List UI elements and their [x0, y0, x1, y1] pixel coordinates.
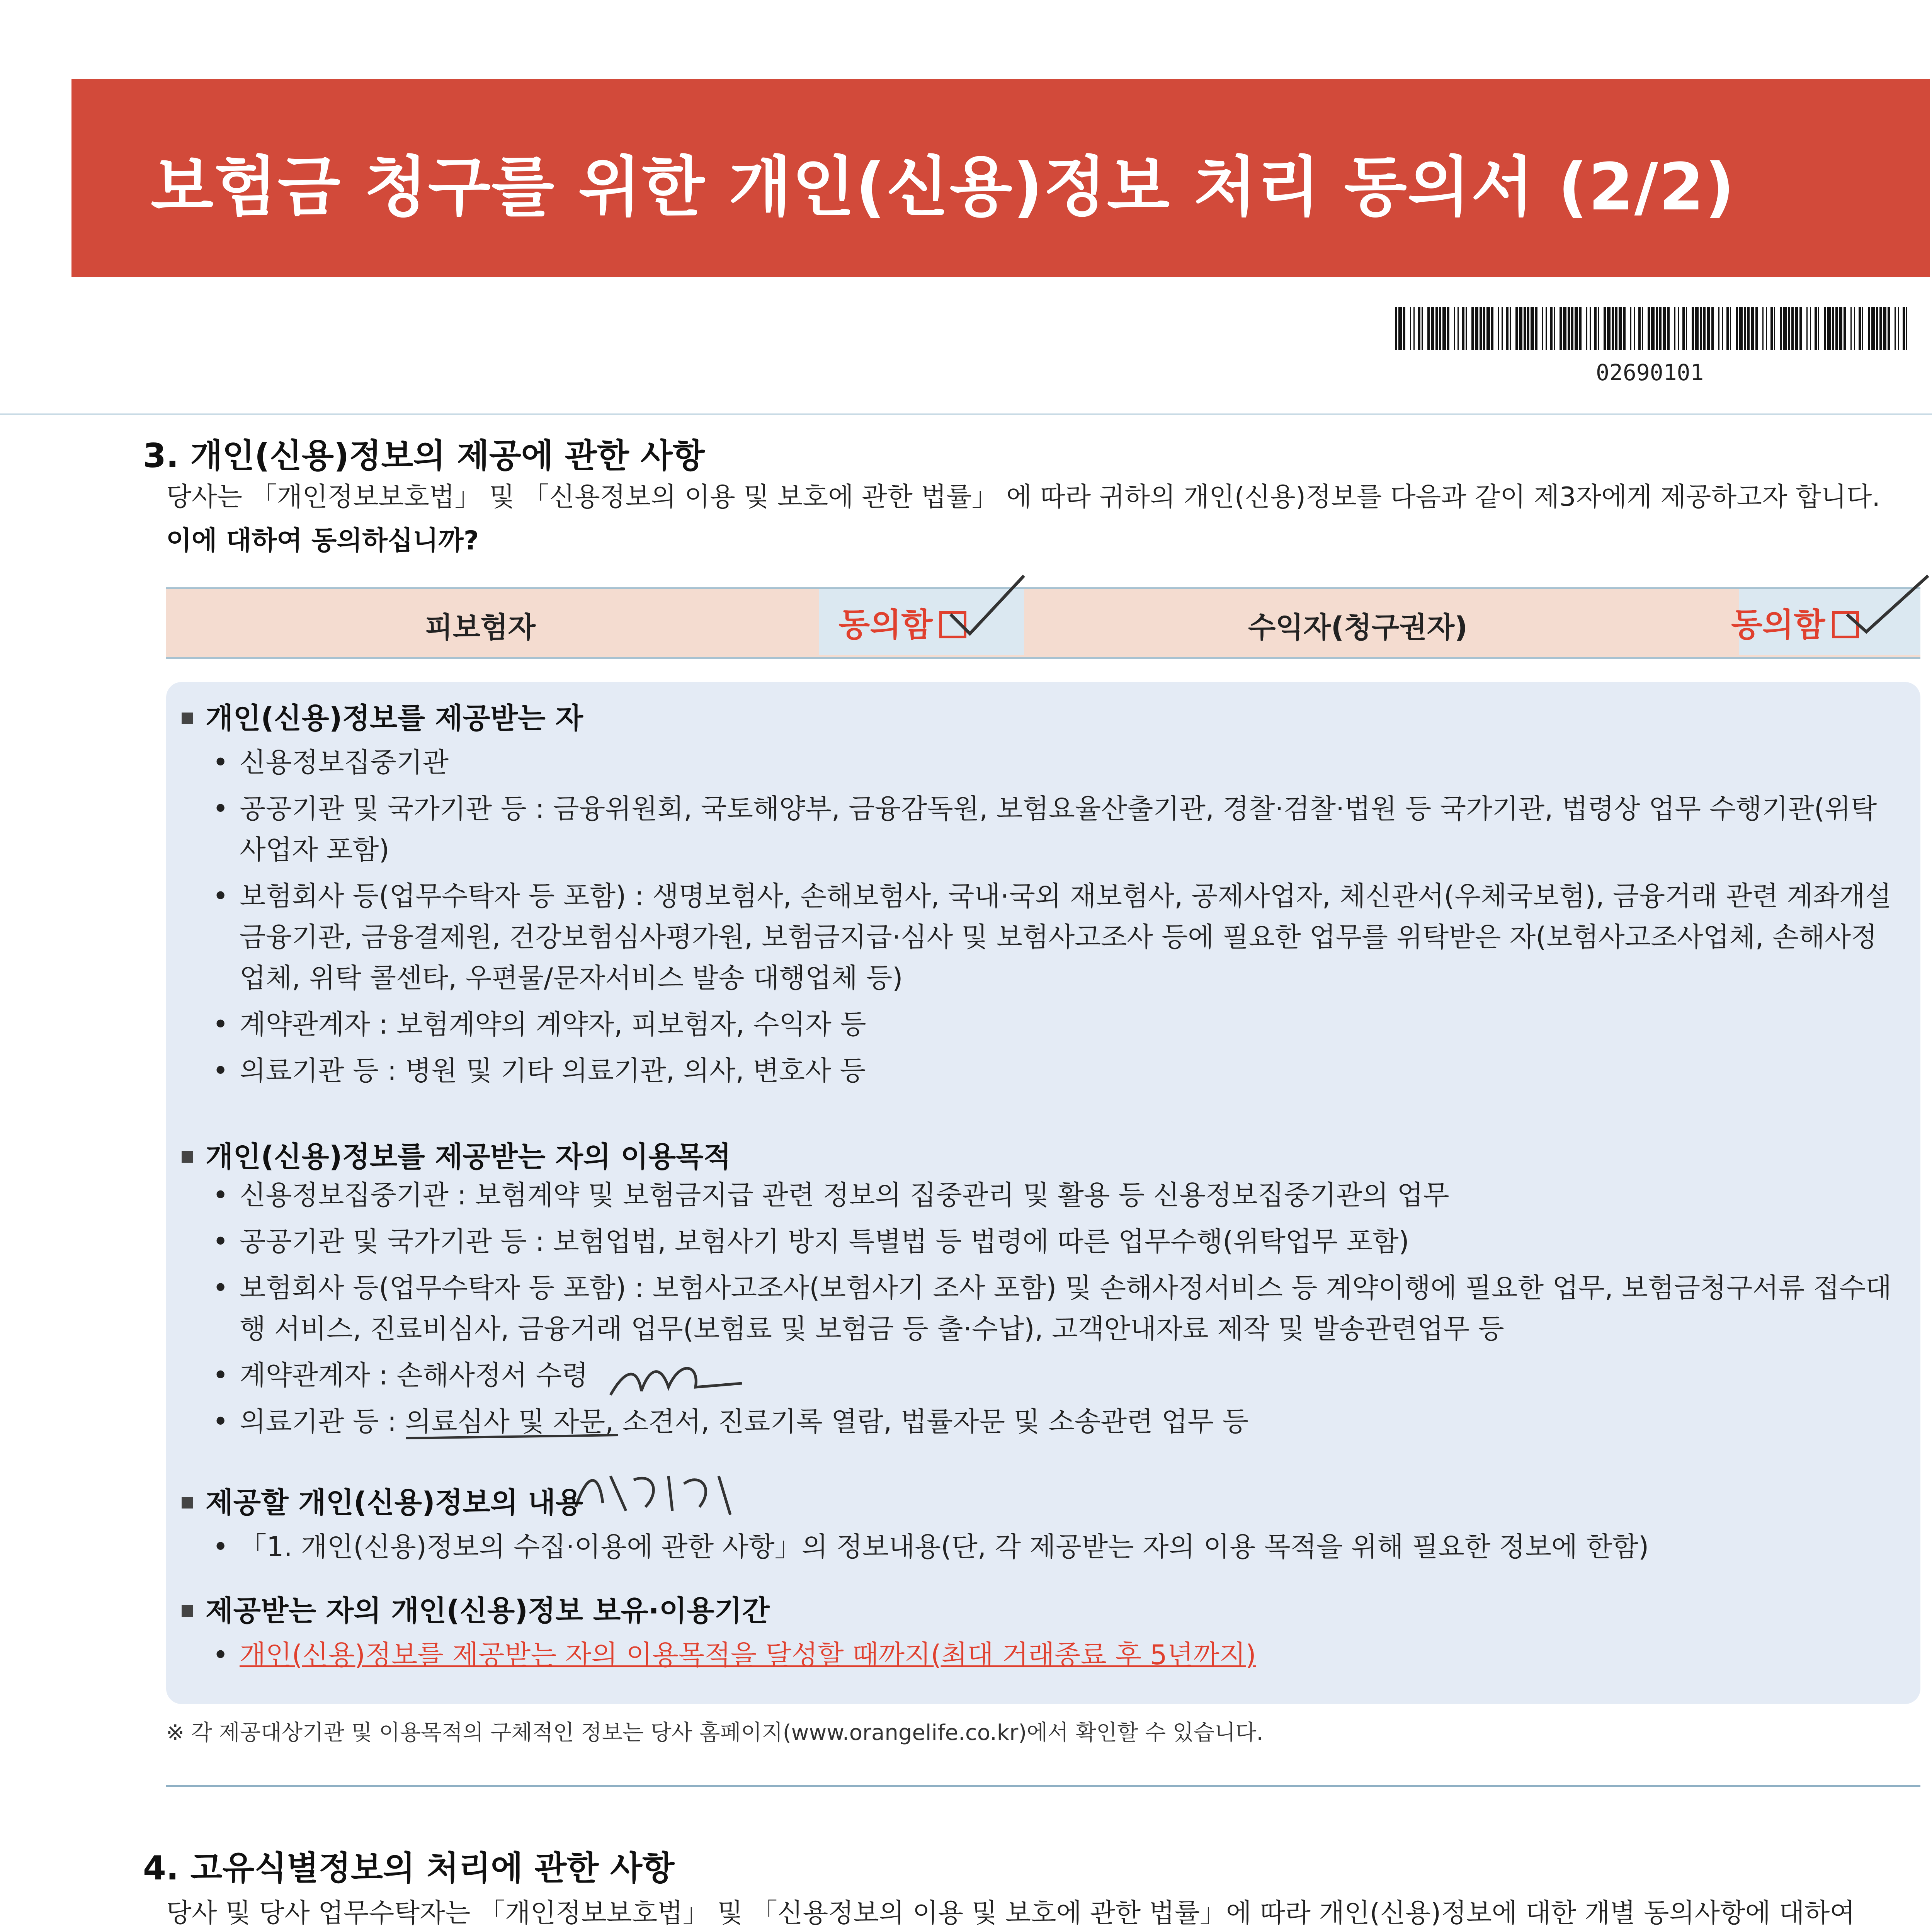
barcode-bar [1903, 307, 1905, 350]
barcode-bar [1447, 307, 1449, 350]
barcode-bar [1413, 307, 1415, 350]
list-item-text: 신용정보집중기관 : 보험계약 및 보험금지급 관련 정보의 집중관리 및 활용 등 신용정보집중기관의 업무 [240, 1179, 1449, 1211]
barcode-bar [1656, 307, 1658, 350]
barcode-bar [1854, 307, 1855, 350]
bullet-dot-icon: • [213, 1359, 229, 1391]
barcode-bar [1682, 307, 1685, 350]
strikethrough-mark [406, 1430, 622, 1445]
bullet-dot-icon: • [213, 880, 229, 912]
purposes-list [213, 1175, 1897, 1442]
barcode [1395, 307, 1913, 350]
barcode-bar [1571, 307, 1573, 350]
barcode-bar [1442, 307, 1446, 350]
bullet-dot-icon: • [213, 1272, 229, 1304]
barcode-bar [1498, 307, 1499, 350]
barcode-bar [1780, 307, 1782, 350]
barcode-bar [1810, 307, 1811, 350]
barcode-bar [1755, 307, 1758, 350]
barcode-bar [1751, 307, 1754, 350]
barcode-bar [1895, 307, 1896, 350]
list-item-text: 의료기관 등 : 병원 및 기타 의료기관, 의사, 변호사 등 [240, 1055, 866, 1087]
barcode-bar [1466, 307, 1467, 350]
barcode-bar [1686, 307, 1687, 350]
barcode-bar [1546, 307, 1547, 350]
barcode-bar [1876, 307, 1878, 350]
content-heading [182, 1480, 583, 1521]
barcode-bar [1531, 307, 1534, 350]
barcode-bar [1835, 307, 1838, 350]
barcode-bar [1888, 307, 1890, 350]
section3-question: 이에 대하여 동의하십니까? [166, 526, 479, 556]
content-list [213, 1526, 1897, 1567]
barcode-bar [1739, 307, 1743, 350]
barcode-bar [1598, 307, 1599, 350]
section4-intro-line1: 당사 및 당사 업무수탁자는 「개인정보보호법」 및 「신용정보의 이용 및 보호에 관한 법률」에 따라 개인(신용)정보에 대한 개별 동의사항에 대하여 [166, 1898, 1855, 1929]
barcode-bar [1422, 307, 1423, 350]
bullet-dot-icon: • [213, 793, 229, 825]
list-item [213, 788, 1897, 870]
section4-title: 4. 고유식별정보의 처리에 관한 사항 [143, 1849, 675, 1888]
list-item [213, 1221, 1897, 1262]
barcode-bar [1524, 307, 1526, 350]
barcode-bar [1726, 307, 1729, 350]
barcode-bar [1483, 307, 1485, 350]
barcode-bar [1480, 307, 1482, 350]
barcode-bar [1859, 307, 1861, 350]
barcode-bar [1871, 307, 1875, 350]
bullet-dot-icon: • [213, 1531, 229, 1563]
barcode-bar [1542, 307, 1543, 350]
list-item-text: 신용정보집중기관 [240, 747, 449, 778]
content-heading-text: 제공할 개인(신용)정보의 내용 [206, 1486, 583, 1519]
barcode-bar [1678, 307, 1679, 350]
recipients-list [213, 742, 1897, 1091]
list-item [213, 876, 1897, 998]
retention-list [213, 1634, 1897, 1675]
barcode-bar [1898, 307, 1899, 350]
beneficiary-label: 수익자(청구권자) [1248, 611, 1468, 644]
barcode-bar [1550, 307, 1553, 350]
list-item-text: 개인(신용)정보를 제공받는 자의 이용목적을 달성할 때까지(최대 거래종료 후 5년까지) [240, 1639, 1256, 1671]
list-item [213, 1004, 1897, 1045]
barcode-bar [1868, 307, 1870, 350]
square-bullet-icon [182, 1605, 193, 1617]
barcode-bar [1579, 307, 1582, 350]
section3-title: 3. 개인(신용)정보의 제공에 관한 사항 [143, 437, 705, 475]
square-bullet-icon [182, 1497, 193, 1509]
barcode-bar [1486, 307, 1490, 350]
section-divider [166, 1785, 1920, 1787]
barcode-bar [1604, 307, 1606, 350]
barcode-bar [1491, 307, 1493, 350]
barcode-bar [1788, 307, 1790, 350]
barcode-bar [1535, 307, 1537, 350]
barcode-bar [1510, 307, 1511, 350]
barcode-bar [1879, 307, 1882, 350]
barcode-bar [1744, 307, 1746, 350]
barcode-bar [1824, 307, 1826, 350]
barcode-bar [1700, 307, 1702, 350]
barcode-bar [1839, 307, 1842, 350]
barcode-bar [1568, 307, 1570, 350]
barcode-bar [1806, 307, 1808, 350]
barcode-bar [1695, 307, 1699, 350]
barcode-bar [1462, 307, 1464, 350]
barcode-bar [1612, 307, 1614, 350]
barcode-bar [1747, 307, 1750, 350]
barcode-bar [1815, 307, 1817, 350]
barcode-bar [1410, 307, 1411, 350]
barcode-bar [1736, 307, 1738, 350]
square-bullet-icon [182, 713, 193, 724]
barcode-bar [1818, 307, 1819, 350]
barcode-bar [1783, 307, 1787, 350]
square-bullet-icon [182, 1151, 193, 1163]
barcode-bar [1674, 307, 1675, 350]
barcode-bar [1630, 307, 1631, 350]
barcode-bar [1435, 307, 1438, 350]
barcode-bar [1791, 307, 1794, 350]
barcode-bar [1795, 307, 1798, 350]
barcode-bar [1707, 307, 1710, 350]
barcode-bar [1502, 307, 1503, 350]
agree-label: 동의함 [838, 606, 933, 644]
barcode-bar [1560, 307, 1562, 350]
list-item [213, 1526, 1897, 1567]
barcode-bar [1403, 307, 1405, 350]
retention-heading [182, 1588, 770, 1629]
list-item [213, 1175, 1897, 1216]
barcode-bar [1471, 307, 1474, 350]
list-item-text: 「1. 개인(신용)정보의 수집·이용에 관한 사항」의 정보내용(단, 각 제공받는 자의 이용 목적을 위해 필요한 정보에 한함) [240, 1531, 1649, 1563]
barcode-bar [1431, 307, 1434, 350]
barcode-bar [1659, 307, 1662, 350]
barcode-bar [1418, 307, 1420, 350]
barcode-bar [1711, 307, 1714, 350]
page-title: 보험금 청구를 위한 개인(신용)정보 처리 동의서 (2/2) [151, 149, 1735, 225]
barcode-bar [1862, 307, 1863, 350]
recipients-heading-text: 개인(신용)정보를 제공받는 자 [206, 702, 583, 735]
barcode-bar [1906, 307, 1907, 350]
barcode-bar [1827, 307, 1831, 350]
barcode-bar [1594, 307, 1597, 350]
bullet-dot-icon: • [213, 1406, 229, 1437]
list-item [213, 1267, 1897, 1349]
barcode-bar [1667, 307, 1670, 350]
purposes-heading-text: 개인(신용)정보를 제공받는 자의 이용목적 [206, 1140, 731, 1173]
barcode-bar [1607, 307, 1611, 350]
barcode-bar [1554, 307, 1555, 350]
header-divider [0, 413, 1932, 415]
bullet-dot-icon: • [213, 1639, 229, 1671]
barcode-bar [1519, 307, 1522, 350]
list-item-text: 계약관계자 : 손해사정서 수령 [240, 1359, 588, 1391]
section3-footnote: ※ 각 제공대상기관 및 이용목적의 구체적인 정보는 당사 홈페이지(www.orangelife.co.kr)에서 확인할 수 있습니다. [166, 1720, 1264, 1745]
barcode-bar [1527, 307, 1529, 350]
list-item-text: 공공기관 및 국가기관 등 : 금융위원회, 국토해양부, 금융감독원, 보험요율산출기관, 경찰·검찰·법원 등 국가기관, 법령상 업무 수행기관(위탁사업자 포함) [240, 793, 1877, 866]
handwritten-check-mark [1835, 564, 1932, 641]
list-item-text: 계약관계자 : 보험계약의 계약자, 피보험자, 수익자 등 [240, 1009, 866, 1040]
barcode-bar [1395, 307, 1397, 350]
handwritten-check-mark [943, 568, 1036, 645]
barcode-bar [1799, 307, 1802, 350]
barcode-bar [1642, 307, 1643, 350]
barcode-bar [1575, 307, 1578, 350]
list-item [213, 1355, 1897, 1396]
barcode-bar [1439, 307, 1441, 350]
barcode-bar [1770, 307, 1773, 350]
list-item [213, 1050, 1897, 1091]
barcode-bar [1832, 307, 1834, 350]
barcode-bar [1515, 307, 1518, 350]
barcode-bar [1651, 307, 1655, 350]
barcode-bar [1454, 307, 1455, 350]
barcode-bar [1844, 307, 1846, 350]
barcode-bar [1718, 307, 1719, 350]
list-item-text: 보험회사 등(업무수탁자 등 포함) : 보험사고조사(보험사기 조사 포함) 및 손해사정서비스 등 계약이행에 필요한 업무, 보험금청구서류 접수대행 서비스, 진료비심사, 금융거래 업무(보험료 및 보험금 등 출·수납), 고객안내자료 제작 및 발송관련업무 등 [240, 1272, 1892, 1345]
handwritten-note [568, 1461, 750, 1522]
barcode-bar [1762, 307, 1764, 350]
barcode-bar [1623, 307, 1626, 350]
barcode-bar [1475, 307, 1478, 350]
barcode-bar [1586, 307, 1587, 350]
barcode-number: 02690101 [1596, 359, 1704, 386]
barcode-bar [1506, 307, 1509, 350]
handwritten-initials [603, 1352, 750, 1410]
bullet-dot-icon: • [213, 1055, 229, 1087]
insured-label: 피보험자 [425, 611, 536, 644]
list-item-text: 보험회사 등(업무수탁자 등 포함) : 생명보험사, 손해보험사, 국내·국외 재보험사, 공제사업자, 체신관서(우체국보험), 금융거래 관련 계좌개설 금융기관, 금융결제원, 건강보험심사평가원, 보험금지급·심사 및 보험사고조사 등에 필요한 업무를 위탁받은 자(보험사고조사업체, 손해사정업체, 위탁 콜센타, 우편물/문자서비스 발송 대행업체 등) [240, 880, 1891, 994]
barcode-bar [1563, 307, 1566, 350]
recipients-heading [182, 696, 583, 736]
barcode-bar [1663, 307, 1666, 350]
barcode-bar [1615, 307, 1617, 350]
agree-label: 동의함 [1731, 606, 1825, 644]
barcode-bar [1619, 307, 1622, 350]
barcode-bar [1427, 307, 1430, 350]
barcode-bar [1730, 307, 1731, 350]
bullet-dot-icon: • [213, 1179, 229, 1211]
barcode-bar [1722, 307, 1723, 350]
bullet-dot-icon: • [213, 747, 229, 778]
barcode-bar [1850, 307, 1852, 350]
list-item-text: 공공기관 및 국가기관 등 : 보험업법, 보험사기 방지 특별법 등 법령에 따른 업무수행(위탁업무 포함) [240, 1226, 1409, 1257]
list-item [213, 1634, 1897, 1675]
purposes-heading [182, 1134, 731, 1175]
barcode-bar [1634, 307, 1635, 350]
barcode-bar [1774, 307, 1775, 350]
barcode-bar [1648, 307, 1650, 350]
barcode-bar [1590, 307, 1591, 350]
section3-intro: 당사는 「개인정보보호법」 및 「신용정보의 이용 및 보호에 관한 법률」 에 따라 귀하의 개인(신용)정보를 다음과 같이 제3자에게 제공하고자 합니다. [166, 482, 1880, 512]
barcode-bar [1458, 307, 1459, 350]
list-item [213, 742, 1897, 783]
list-item-text: 의료기관 등 : 의료심사 및 자문, 소견서, 진료기록 열람, 법률자문 및 소송관련 업무 등 [240, 1406, 1249, 1437]
barcode-bar [1692, 307, 1694, 350]
barcode-bar [1703, 307, 1706, 350]
bullet-dot-icon: • [213, 1009, 229, 1040]
barcode-bar [1638, 307, 1641, 350]
barcode-bar [1766, 307, 1767, 350]
retention-heading-text: 제공받는 자의 개인(신용)정보 보유·이용기간 [206, 1594, 770, 1628]
barcode-bar [1398, 307, 1402, 350]
bullet-dot-icon: • [213, 1226, 229, 1257]
barcode-bar [1883, 307, 1886, 350]
